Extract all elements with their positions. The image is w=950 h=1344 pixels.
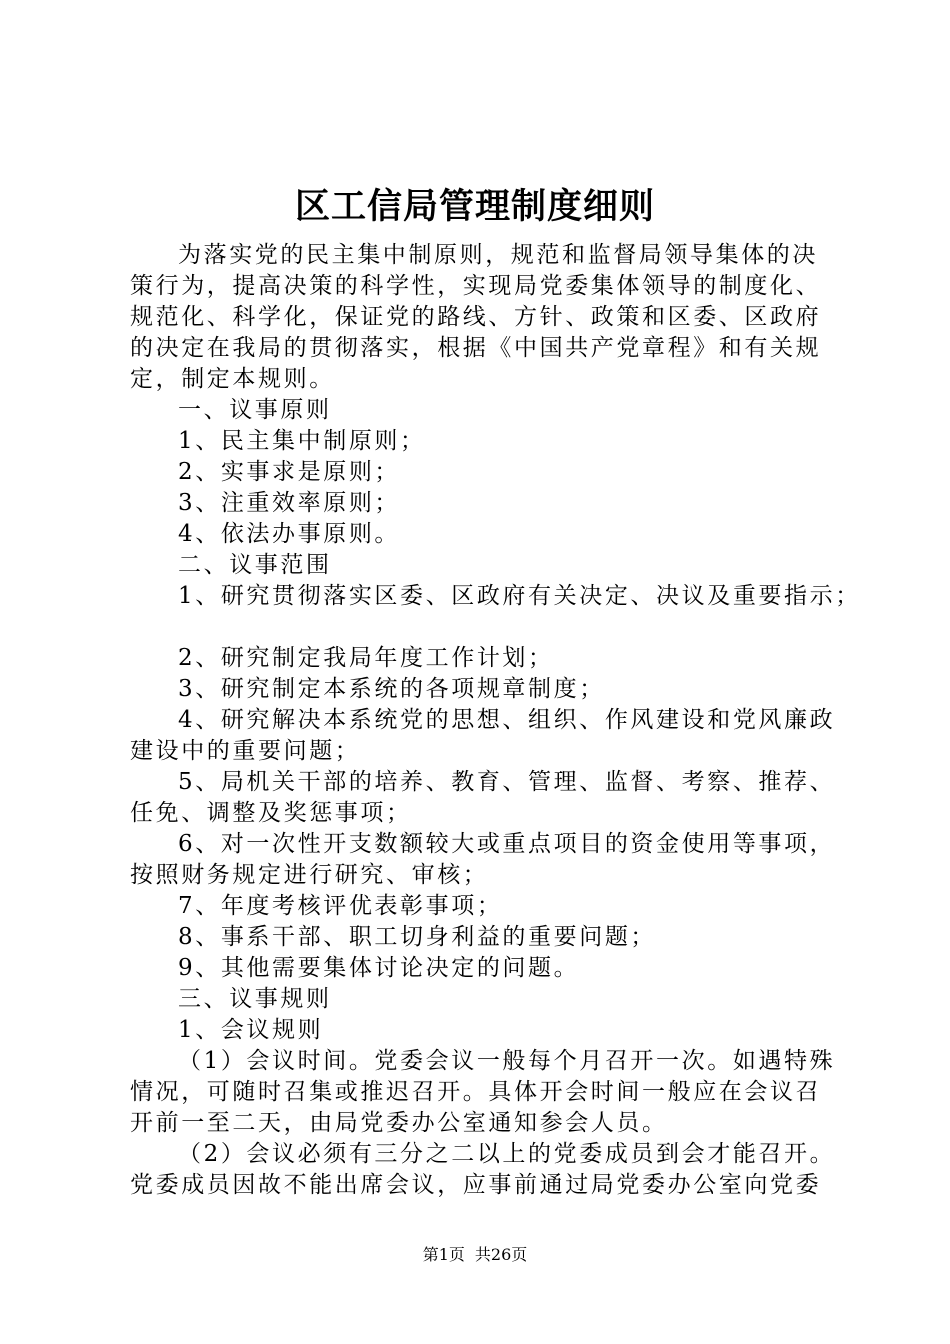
list-item: 1、民主集中制原则； <box>178 428 426 454</box>
list-item: 1、研究贯彻落实区委、区政府有关决定、决议及重要指示； <box>178 583 861 609</box>
list-item: 3、注重效率原则； <box>178 490 401 516</box>
paragraph-line: 规范化、科学化，保证党的路线、方针、政策和区委、区政府 <box>130 304 822 330</box>
list-item-continuation: 任免、调整及奖惩事项； <box>130 800 412 826</box>
document-body <box>130 240 861 1201</box>
list-item: 8、事系干部、职工切身利益的重要问题； <box>178 924 657 950</box>
paragraph-line: （1）会议时间。党委会议一般每个月召开一次。如遇特殊 <box>178 1048 836 1074</box>
paragraph-line: 为落实党的民主集中制原则，规范和监督局领导集体的决 <box>178 242 818 268</box>
page-number: 第1页 <box>422 1245 465 1264</box>
paragraph-line: 党委成员因故不能出席会议，应事前通过局党委办公室向党委 <box>130 1172 822 1198</box>
list-item: 4、依法办事原则。 <box>178 521 401 547</box>
paragraph-line: 的决定在我局的贯彻落实，根据《中国共产党章程》和有关规 <box>130 335 822 361</box>
list-item: 9、其他需要集体讨论决定的问题。 <box>178 955 580 981</box>
section-heading: 三、议事规则 <box>178 986 332 1012</box>
subsection-heading: 1、会议规则 <box>178 1017 324 1043</box>
list-item-continuation: 建设中的重要问题； <box>130 738 361 764</box>
list-item: 6、对一次性开支数额较大或重点项目的资金使用等事项， <box>178 831 836 857</box>
page-footer <box>0 1244 950 1266</box>
blank-line <box>130 612 850 643</box>
paragraph-line: 情况，可随时召集或推迟召开。具体开会时间一般应在会议召 <box>130 1079 822 1105</box>
section-heading: 二、议事范围 <box>178 552 332 578</box>
paragraph-line: 策行为，提高决策的科学性，实现局党委集体领导的制度化、 <box>130 273 822 299</box>
list-item: 2、研究制定我局年度工作计划； <box>178 645 554 671</box>
list-item: 5、局机关干部的培养、教育、管理、监督、考察、推荐、 <box>178 769 836 795</box>
document-title: 区工信局管理制度细则 <box>294 186 655 227</box>
list-item: 7、年度考核评优表彰事项； <box>178 893 503 919</box>
list-item: 3、研究制定本系统的各项规章制度； <box>178 676 605 702</box>
section-heading: 一、议事原则 <box>178 397 332 423</box>
page-total: 共26页 <box>474 1245 528 1264</box>
paragraph-line: 定，制定本规则。 <box>130 366 335 392</box>
paragraph-line: （2）会议必须有三分之二以上的党委成员到会才能召开。 <box>178 1141 836 1167</box>
list-item-continuation: 按照财务规定进行研究、审核； <box>130 862 489 888</box>
list-item: 2、实事求是原则； <box>178 459 401 485</box>
paragraph-line: 开前一至二天，由局党委办公室通知参会人员。 <box>130 1110 668 1136</box>
list-item: 4、研究解决本系统党的思想、组织、作风建设和党风廉政 <box>178 707 836 733</box>
